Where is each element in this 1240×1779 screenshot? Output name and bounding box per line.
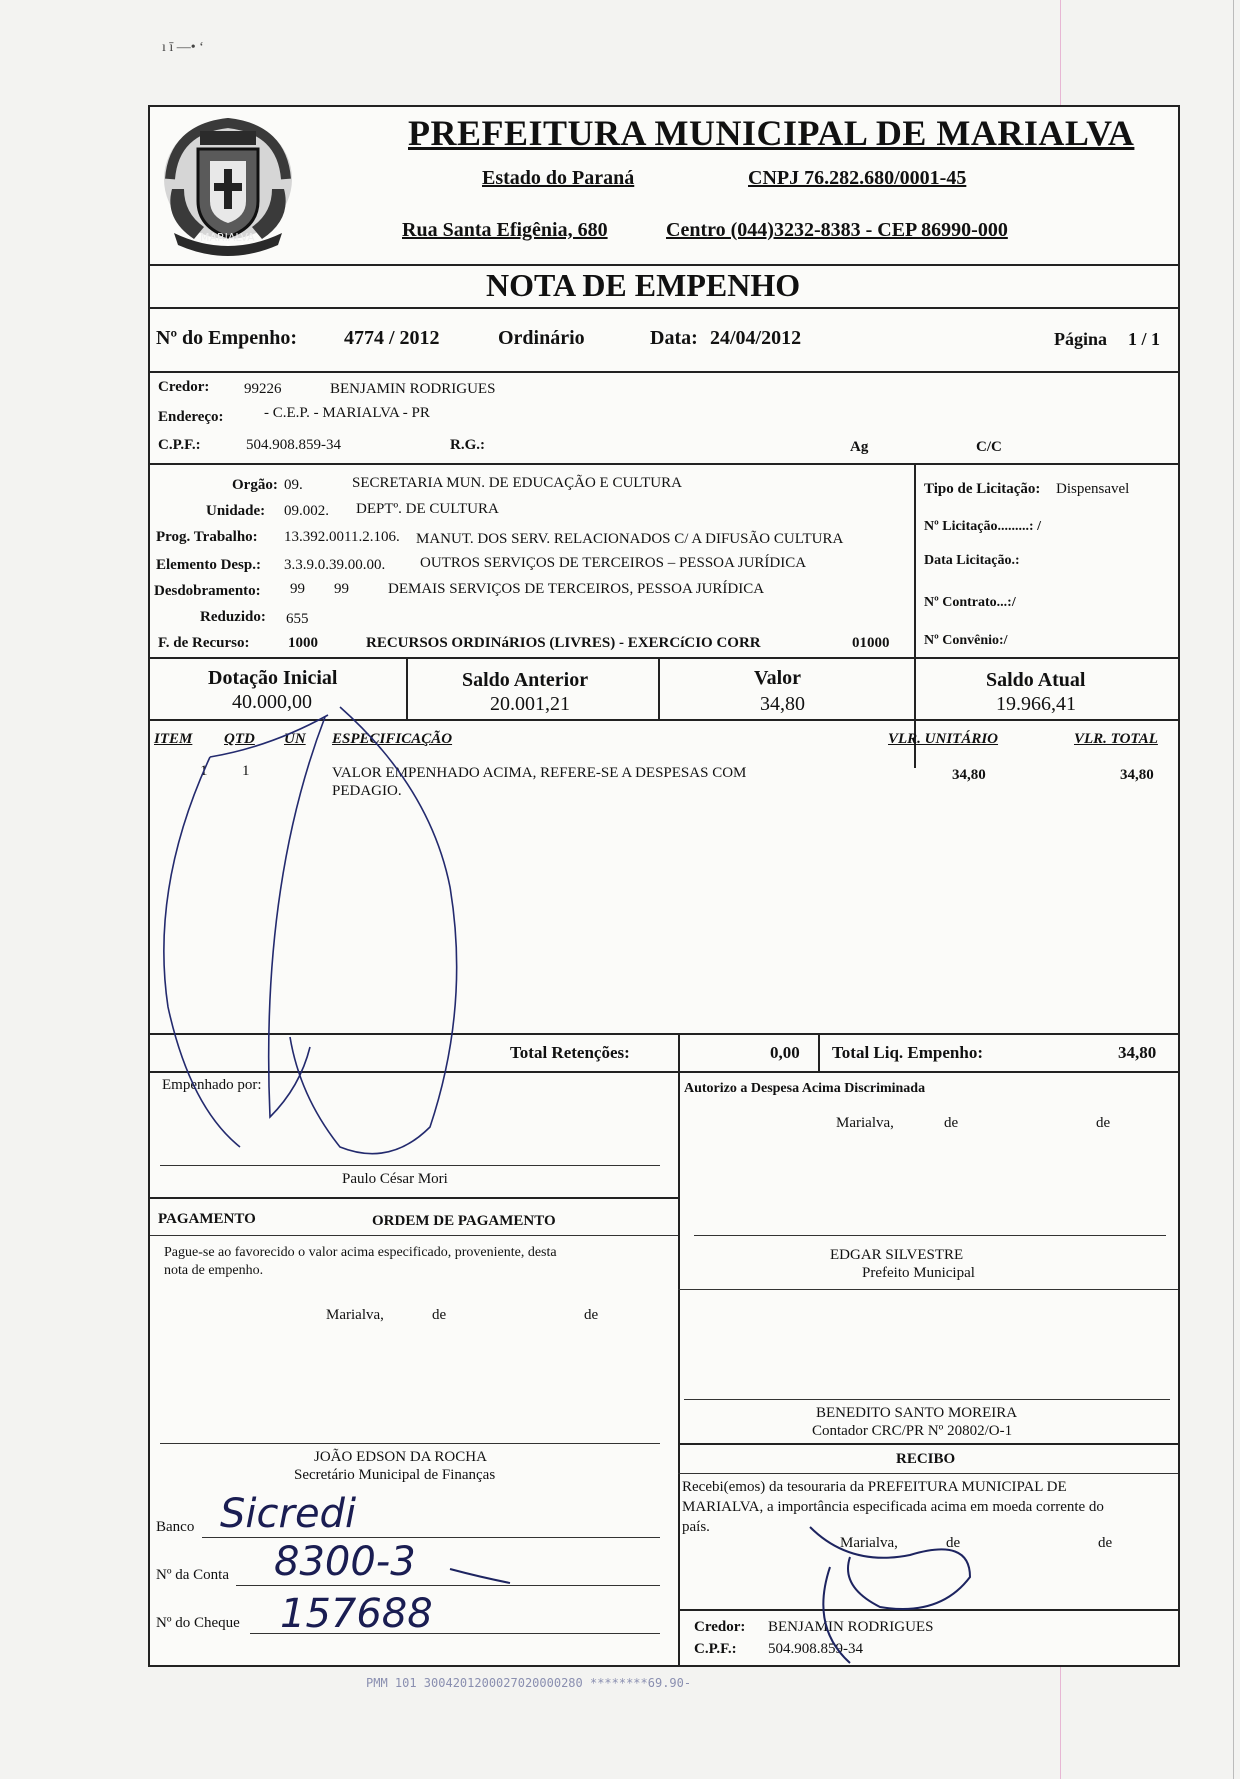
reduzido-value: 655 — [286, 611, 309, 627]
autorizo-de-2: de — [1096, 1115, 1111, 1131]
col-qtd: QTD — [224, 731, 255, 747]
col-item: ITEM — [154, 731, 193, 747]
cnpj-label: CNPJ 76.282.680/0001-45 — [748, 167, 967, 189]
state-label: Estado do Paraná — [482, 167, 635, 189]
fonte-number: 01000 — [852, 635, 890, 651]
col-especificacao: ESPECIFICAÇÃO — [332, 731, 453, 747]
desdobramento-value: DEMAIS SERVIÇOS DE TERCEIROS, PESSOA JURÍDICA — [388, 581, 765, 597]
contrato-label: Nº Contrato...:/ — [924, 595, 1016, 610]
saldo-atual-value: 19.966,41 — [996, 693, 1076, 715]
nota-de-empenho-form — [148, 105, 1180, 1667]
right-margin-line — [1233, 0, 1234, 1779]
item-vlr-total: 34,80 — [1120, 767, 1154, 783]
item-especificacao-line-1: VALOR EMPENHADO ACIMA, REFERE-SE A DESPESAS COM — [332, 765, 747, 781]
credor-label: Credor: — [158, 379, 210, 395]
elemento-code: 3.3.9.0.39.00.00. — [284, 557, 386, 573]
fonte-code: 1000 — [288, 635, 318, 651]
empenhado-por-label: Empenhado por: — [162, 1077, 262, 1093]
desdobramento-label: Desdobramento: — [154, 583, 261, 599]
cheque-label: Nº do Cheque — [156, 1615, 240, 1631]
banco-label: Banco — [156, 1519, 195, 1535]
document-title: NOTA DE EMPENHO — [486, 267, 801, 303]
empenho-number-label: Nº do Empenho: — [156, 327, 298, 349]
pagamento-de-1: de — [432, 1307, 447, 1323]
orgao-value: SECRETARIA MUN. DE EDUCAÇÃO E CULTURA — [352, 475, 682, 491]
saldo-anterior-value: 20.001,21 — [490, 693, 570, 715]
prefeito-title: Prefeito Municipal — [862, 1265, 975, 1281]
col-un: UN — [284, 731, 306, 747]
prefeito-name: EDGAR SILVESTRE — [830, 1247, 964, 1263]
unidade-label: Unidade: — [206, 503, 266, 519]
recibo-text-line-3: país. — [682, 1519, 710, 1535]
data-licitacao-label: Data Licitação.: — [924, 553, 1020, 568]
contador-title: Contador CRC/PR Nº 20802/O-1 — [812, 1423, 1013, 1439]
cpf-label: C.P.F.: — [158, 437, 201, 453]
item-number: 1 — [200, 763, 208, 779]
numero-licitacao-label: Nº Licitação.........: / — [924, 519, 1041, 534]
empenhado-por-name: Paulo César Mori — [342, 1171, 448, 1187]
prog-label: Prog. Trabalho: — [156, 529, 258, 545]
autorizo-de-1: de — [944, 1115, 959, 1131]
desdobramento-code-1: 99 — [290, 581, 305, 597]
banco-handwritten: Sicredi — [220, 1491, 357, 1537]
credor-name: BENJAMIN RODRIGUES — [330, 381, 496, 397]
secretario-name: JOÃO EDSON DA ROCHA — [314, 1449, 487, 1465]
contador-name: BENEDITO SANTO MOREIRA — [816, 1405, 1018, 1421]
fonte-value: RECURSOS ORDINáRIOS (LIVRES) - EXERCíCIO CORR — [366, 635, 761, 651]
recibo-text-line-1: Recebi(emos) da tesouraria da PREFEITURA MUNICIPAL DE — [682, 1479, 1067, 1495]
recibo-city: Marialva, — [840, 1535, 898, 1551]
item-qtd: 1 — [242, 763, 250, 779]
prog-value: MANUT. DOS SERV. RELACIONADOS C/ A DIFUSÃO CULTURA — [416, 531, 844, 547]
valor-label: Valor — [754, 667, 802, 689]
credor-code: 99226 — [244, 381, 282, 397]
rg-label: R.G.: — [450, 437, 485, 453]
pagamento-label: PAGAMENTO — [158, 1211, 256, 1227]
orgao-code: 09. — [284, 477, 303, 493]
ag-label: Ag — [850, 439, 869, 455]
secretario-title: Secretário Municipal de Finanças — [294, 1467, 496, 1483]
endereco-label: Endereço: — [158, 409, 224, 425]
top-scribble: ı ī —• ʻ — [162, 40, 204, 55]
tipo-licitacao-label: Tipo de Licitação: — [924, 481, 1041, 497]
saldo-anterior-label: Saldo Anterior — [462, 669, 589, 691]
total-liq-label: Total Liq. Empenho: — [832, 1043, 983, 1062]
elemento-label: Elemento Desp.: — [156, 557, 261, 573]
recibo-text-line-2: MARIALVA, a importância especificada acima em moeda corrente do — [682, 1499, 1104, 1515]
pagamento-text-line-2: nota de empenho. — [164, 1263, 264, 1278]
crest-ribbon-text: MARIALVA — [200, 231, 255, 244]
cc-label: C/C — [976, 439, 1002, 455]
cpf-value: 504.908.859-34 — [246, 437, 341, 453]
dotacao-inicial-value: 40.000,00 — [232, 691, 312, 713]
empenho-type: Ordinário — [498, 327, 585, 349]
pagamento-de-2: de — [584, 1307, 599, 1323]
footer-code: PMM 101 3004201200027020000280 ********69.90- — [366, 1676, 692, 1690]
signature-strokes-icon — [150, 107, 1178, 1665]
prog-code: 13.392.0011.2.106. — [284, 529, 400, 545]
recibo-title: RECIBO — [896, 1451, 956, 1467]
desdobramento-code-2: 99 — [334, 581, 349, 597]
saldo-atual-label: Saldo Atual — [986, 669, 1086, 691]
endereco-value: - C.E.P. - MARIALVA - PR — [264, 405, 430, 421]
cheque-handwritten: 157688 — [280, 1591, 433, 1637]
unidade-value: DEPTº. DE CULTURA — [356, 501, 499, 517]
orgao-label: Orgão: — [232, 477, 278, 493]
page-number-label: Página — [1054, 329, 1108, 349]
total-retencoes-value: 0,00 — [770, 1043, 800, 1062]
tipo-licitacao-value: Dispensavel — [1056, 481, 1130, 497]
valor-value: 34,80 — [760, 693, 805, 715]
reduzido-label: Reduzido: — [200, 609, 266, 625]
total-retencoes-label: Total Retenções: — [510, 1043, 630, 1062]
conta-handwritten: 8300-3 — [274, 1539, 416, 1585]
empenho-date-label: Data: — [650, 327, 698, 349]
pagamento-city: Marialva, — [326, 1307, 384, 1323]
autorizo-city: Marialva, — [836, 1115, 894, 1131]
total-liq-value: 34,80 — [1118, 1043, 1157, 1062]
elemento-value: OUTROS SERVIÇOS DE TERCEIROS – PESSOA JURÍDICA — [420, 555, 807, 571]
ordem-pagamento-label: ORDEM DE PAGAMENTO — [372, 1213, 556, 1229]
empenho-date: 24/04/2012 — [710, 327, 802, 349]
recibo-cpf-value: 504.908.859-34 — [768, 1641, 863, 1657]
col-vlr-total: VLR. TOTAL — [1074, 731, 1158, 747]
recibo-credor-label: Credor: — [694, 1619, 746, 1635]
item-especificacao-line-2: PEDAGIO. — [332, 783, 402, 799]
page-title: PREFEITURA MUNICIPAL DE MARIALVA — [408, 113, 1135, 153]
dotacao-inicial-label: Dotação Inicial — [208, 667, 338, 689]
unidade-code: 09.002. — [284, 503, 329, 519]
conta-label: Nº da Conta — [156, 1567, 229, 1583]
page-number: 1 / 1 — [1128, 329, 1161, 349]
address-rest: Centro (044)3232-8383 - CEP 86990-000 — [666, 219, 1008, 241]
empenho-number: 4774 / 2012 — [344, 327, 440, 349]
recibo-de-2: de — [1098, 1535, 1113, 1551]
convenio-label: Nº Convênio:/ — [924, 633, 1008, 648]
recibo-credor-value: BENJAMIN RODRIGUES — [768, 1619, 934, 1635]
col-vlr-unitario: VLR. UNITÁRIO — [888, 731, 999, 747]
item-vlr-unitario: 34,80 — [952, 767, 986, 783]
autorizo-label: Autorizo a Despesa Acima Discriminada — [684, 1081, 926, 1096]
recibo-de-1: de — [946, 1535, 961, 1551]
pagamento-text-line-1: Pague-se ao favorecido o valor acima especificado, proveniente, desta — [164, 1245, 557, 1260]
address-street: Rua Santa Efigênia, 680 — [402, 219, 608, 241]
fonte-label: F. de Recurso: — [158, 635, 250, 651]
recibo-cpf-label: C.P.F.: — [694, 1641, 737, 1657]
